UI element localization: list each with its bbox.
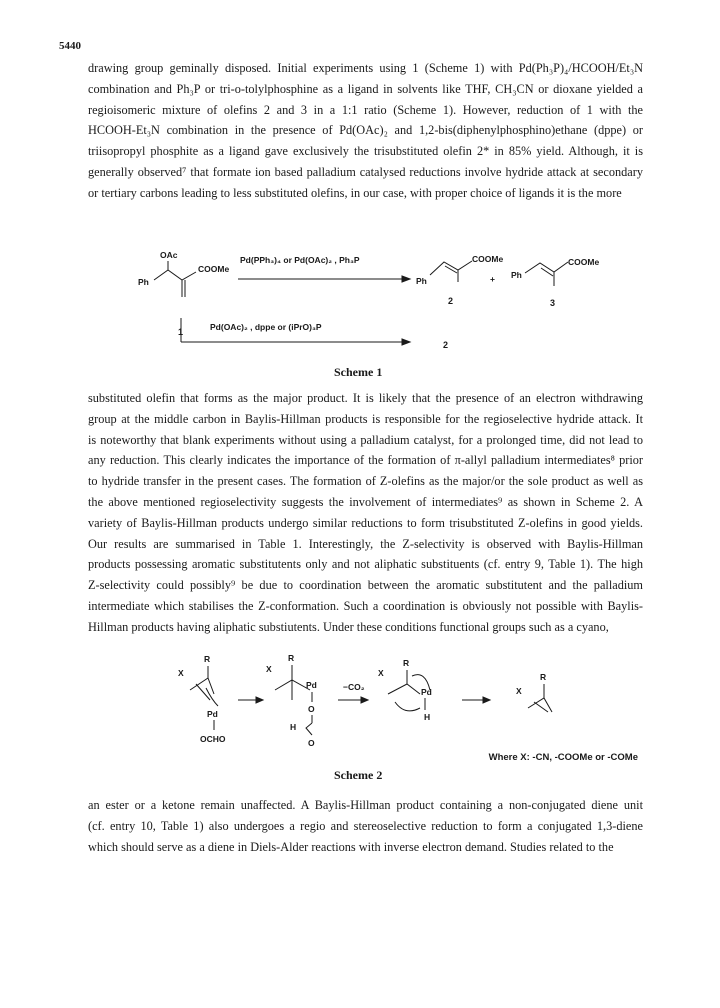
r-label-a: R	[204, 654, 211, 664]
text-line: group at the middle carbon in Baylis-Hillman products is responsible for the regioselective hydride attack. It	[88, 411, 643, 426]
text-line: any reduction. This clearly indicates the importance of the formation of π-allyl palladium intermediates⁸ prior	[88, 453, 643, 468]
r-label-b: R	[288, 653, 295, 663]
compound-3-label: 3	[550, 298, 556, 308]
ocho-label: OCHO	[200, 734, 226, 744]
text-line: substituted olefin that forms as the major product. It is likely that the presence of an electron withdrawing	[88, 391, 643, 405]
text-line: triisopropyl phosphite as a ligand gave exclusively the trisubstituted olefin 2* in 85% yield. Although, it is	[88, 144, 643, 159]
x-label-d: X	[516, 686, 522, 696]
coome-label-3: COOMe	[568, 257, 600, 267]
o-label-b2: O	[308, 738, 315, 748]
coome-label-2: COOMe	[472, 254, 504, 264]
text-line: (cf. entry 10, Table 1) also undergoes a regio and stereoselective reduction to form a conjugated 1,3-diene	[88, 818, 643, 833]
ph-label-3: Ph	[511, 270, 522, 280]
pd-label-a: Pd	[207, 709, 218, 719]
scheme-2-title: Scheme 2	[334, 768, 383, 782]
scheme-2-legend: Where X: -CN, -COOMe or -COMe	[488, 752, 638, 763]
paragraph-3	[88, 795, 643, 857]
h-label-b: H	[290, 722, 297, 732]
o-label-b1: O	[308, 704, 315, 714]
page-number: 5440	[59, 40, 81, 52]
text-line: Z-selectivity could possibly⁹ be due to coordination between the aromatic substitutent and the palladium	[88, 578, 643, 593]
scheme-1-title: Scheme 1	[334, 365, 383, 379]
plus-sign: +	[490, 274, 495, 284]
h-label-c: H	[424, 712, 431, 722]
text-line: to hydride transfer in the present cases. The formation of Z-olefins as the major/or the sole product as well as	[88, 474, 643, 489]
conditions-bottom: Pd(OAc)₂ , dppe or (iPrO)₃P	[210, 322, 322, 332]
text-line: Hillman products having aliphatic substiutents. Under these conditions functional groups such as a cyano,	[88, 619, 609, 634]
text-line: intermediate which stabilises the Z-conformation. Such a coordination is obviously not possible with Baylis-	[88, 598, 643, 613]
text-line: combination and Ph₃P or tri-o-tolylphosphine as a ligand in solvents like THF, CH₃CN or dioxane yielded a	[88, 81, 643, 96]
text-line: which should serve as a diene in Diels-Alder reactions with inverse electron demand. Studies related to the	[88, 839, 614, 854]
x-label-c: X	[378, 668, 384, 678]
text-line: regioisomeric mixture of olefins 2 and 3 in a 1:1 ratio (Scheme 1). However, reduction of 1 with the	[88, 102, 643, 117]
r-label-d: R	[540, 672, 547, 682]
text-line: drawing group geminally disposed. Initial experiments using 1 (Scheme 1) with Pd(Ph₃P)₄/HCOOH/Et₃N	[88, 61, 643, 75]
conditions-top: Pd(PPh₃)₄ or Pd(OAc)₂ , Ph₃P	[240, 255, 360, 265]
x-label-a: X	[178, 668, 184, 678]
text-line: an ester or a ketone remain unaffected. A Baylis-Hillman product containing a non-conjugated diene unit	[88, 798, 643, 812]
x-label-b: X	[266, 664, 272, 674]
text-line: Our results are summarised in Table 1. Interestingly, the Z-selectivity is observed with Baylis-Hillman	[88, 536, 643, 551]
ph-label-1: Ph	[138, 277, 149, 287]
text-line: is noteworthy that blank experiments without using a palladium catalyst, for a prolonged time, did not lead to	[88, 432, 643, 447]
oac-label: OAc	[160, 250, 178, 260]
co2-label: −CO₂	[343, 682, 365, 692]
text-line: HCOOH-Et₃N combination in the presence of Pd(OAc)₂ and 1,2-bis(diphenylphosphino)ethane (dppe) or	[88, 123, 643, 138]
text-line: variety of Baylis-Hillman products undergo similar reductions to form trisubstituted Z-olefins in good yields.	[88, 515, 643, 530]
pd-label-b: Pd	[306, 680, 317, 690]
text-line: the above mentioned regioselectivity suggests the involvement of intermediates⁹ as shown in Scheme 2. A	[88, 494, 643, 509]
text-line: generally observed⁷ that formate ion based palladium catalysed reductions involve hydride attack at secondary	[88, 164, 643, 179]
compound-2-label: 2	[448, 296, 454, 306]
compound-2-label-bottom: 2	[443, 340, 449, 350]
compound-1-label: 1	[178, 327, 184, 337]
pd-label-c: Pd	[421, 687, 432, 697]
text-line: products possessing aromatic substitutents only and not aliphatic substituents (cf. entry 9, Table 1). The high	[88, 557, 643, 572]
coome-label-1: COOMe	[198, 264, 230, 274]
r-label-c: R	[403, 658, 410, 668]
ph-label-2: Ph	[416, 276, 427, 286]
text-line: or tertiary carbons leading to less substituted olefins, in our case, with proper choice of ligands it is the more	[88, 185, 622, 200]
